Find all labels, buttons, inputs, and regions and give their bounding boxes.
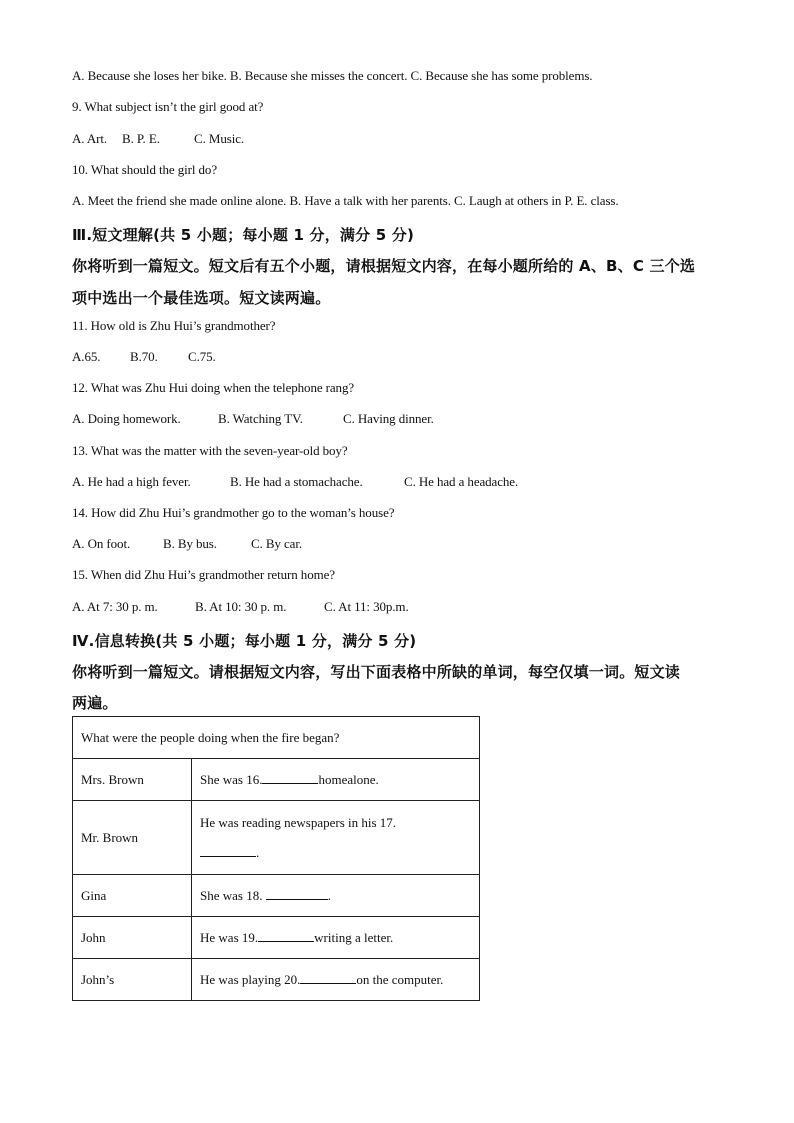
option-c: C.75. xyxy=(188,349,216,364)
option-a: A. Doing homework. xyxy=(72,411,181,426)
activity-cell: She was 16. homealone. xyxy=(192,759,480,801)
blank-16[interactable] xyxy=(262,773,318,784)
section-4-instructions-2: 两遍。 xyxy=(72,694,118,712)
option-a: A. He had a high fever. xyxy=(72,474,191,489)
option-c: C. Having dinner. xyxy=(343,411,434,426)
option-c: C. He had a headache. xyxy=(404,474,519,489)
section-4-title: Ⅳ.信息转换(共 5 小题；每小题 1 分，满分 5 分) xyxy=(72,632,417,650)
table-row xyxy=(73,875,480,917)
blank-18[interactable] xyxy=(266,889,328,900)
info-table xyxy=(72,716,480,1001)
blank-20[interactable] xyxy=(300,973,356,984)
section-3-title: Ⅲ.短文理解(共 5 小题；每小题 1 分，满分 5 分) xyxy=(72,226,415,244)
option-b: B.70. xyxy=(130,349,158,364)
question-11: 11. How old is Zhu Hui’s grandmother? xyxy=(72,318,276,333)
question-12: 12. What was Zhu Hui doing when the telephone rang? xyxy=(72,380,355,395)
table-row xyxy=(73,917,480,959)
option-c: C. Music. xyxy=(194,131,245,146)
person-name: John’s xyxy=(73,959,192,1001)
question-14: 14. How did Zhu Hui’s grandmother go to the woman’s house? xyxy=(72,505,395,520)
question-11-options xyxy=(72,349,216,365)
person-name: Gina xyxy=(73,875,192,917)
question-13: 13. What was the matter with the seven-year-old boy? xyxy=(72,443,348,458)
blank-17[interactable] xyxy=(200,846,256,857)
question-15: 15. When did Zhu Hui’s grandmother return home? xyxy=(72,567,335,582)
section-3-instructions-1: 你将听到一篇短文。短文后有五个小题，请根据短文内容，在每小题所给的 A、B、C 三个选 xyxy=(72,257,696,275)
question-9-options xyxy=(72,131,244,147)
option-b: B. Watching TV. xyxy=(218,411,303,426)
person-name: Mrs. Brown xyxy=(73,759,192,801)
activity-cell: He was 19. writing a letter. xyxy=(192,917,480,959)
option-c: C. By car. xyxy=(251,536,302,551)
activity-cell: She was 18. . xyxy=(192,875,480,917)
question-8-options: A. Because she loses her bike. B. Because she misses the concert. C. Because she has some problems. xyxy=(72,68,593,83)
section-4-instructions-1: 你将听到一篇短文。请根据短文内容，写出下面表格中所缺的单词，每空仅填一词。短文读 xyxy=(72,663,681,681)
option-a: A.65. xyxy=(72,349,101,364)
option-c: C. At 11: 30p.m. xyxy=(324,599,409,614)
question-10: 10. What should the girl do? xyxy=(72,162,217,177)
person-name: John xyxy=(73,917,192,959)
table-row xyxy=(73,959,480,1001)
option-b: B. He had a stomachache. xyxy=(230,474,363,489)
option-a: A. Art. xyxy=(72,131,108,146)
table-row xyxy=(73,801,480,875)
question-9: 9. What subject isn’t the girl good at? xyxy=(72,99,264,114)
option-a: A. At 7: 30 p. m. xyxy=(72,599,158,614)
question-10-options: A. Meet the friend she made online alone. B. Have a talk with her parents. C. Laugh at others in P. E. class. xyxy=(72,193,619,208)
option-b: B. P. E. xyxy=(122,131,160,146)
section-3-instructions-2: 项中选出一个最佳选项。短文读两遍。 xyxy=(72,289,331,307)
option-b: B. By bus. xyxy=(163,536,217,551)
question-15-options xyxy=(72,599,409,615)
question-14-options xyxy=(72,536,302,552)
table-row xyxy=(73,759,480,801)
question-12-options xyxy=(72,411,434,427)
table-header: What were the people doing when the fire began? xyxy=(73,717,480,759)
option-b: B. At 10: 30 p. m. xyxy=(195,599,287,614)
blank-19[interactable] xyxy=(258,931,314,942)
activity-cell: He was reading newspapers in his 17. . xyxy=(192,801,480,875)
question-13-options xyxy=(72,474,518,490)
person-name: Mr. Brown xyxy=(73,801,192,875)
activity-cell: He was playing 20. on the computer. xyxy=(192,959,480,1001)
option-a: A. On foot. xyxy=(72,536,131,551)
